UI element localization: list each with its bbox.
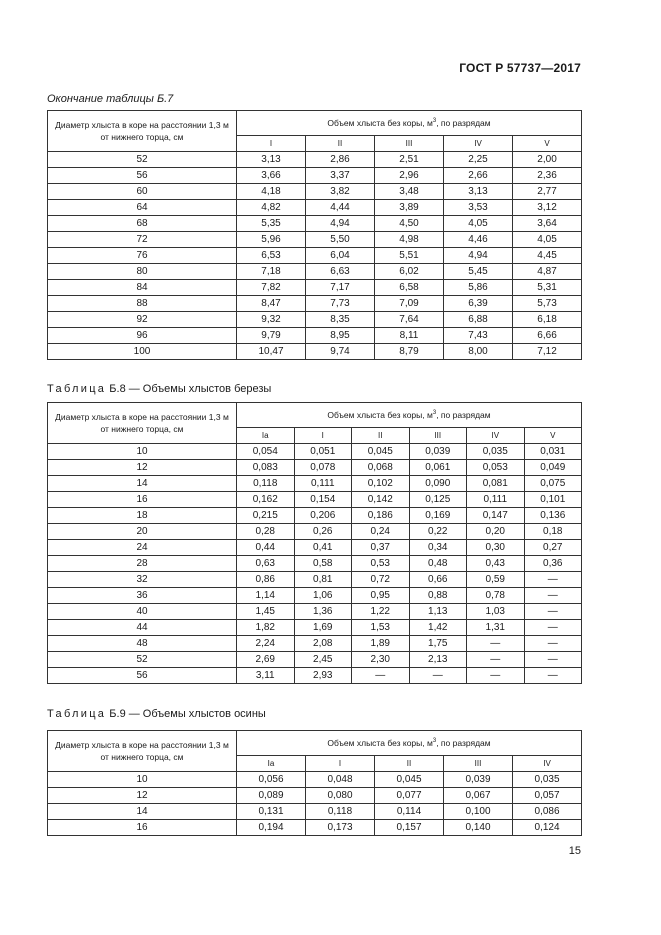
volume-cell: 4,45: [513, 248, 582, 264]
grade-header: IV: [444, 136, 513, 152]
volume-cell: 0,169: [409, 508, 467, 524]
volume-cell: 0,140: [444, 820, 513, 836]
volume-cell: 2,36: [513, 168, 582, 184]
volume-cell: 0,36: [524, 556, 582, 572]
table-b9-caption: [47, 708, 266, 720]
grade-header: IV: [467, 428, 525, 444]
grade-header: I: [237, 136, 306, 152]
volume-cell: 3,48: [375, 184, 444, 200]
volume-cell: 4,05: [513, 232, 582, 248]
volume-cell: 10,47: [237, 344, 306, 360]
volume-header-unit-exponent: 3: [432, 410, 437, 416]
volume-header-tail: , по разрядам: [436, 118, 491, 128]
diameter-cell: 14: [48, 476, 237, 492]
volume-cell: 0,083: [237, 460, 295, 476]
grade-header: III: [409, 428, 467, 444]
volume-cell: 0,27: [524, 540, 582, 556]
volume-cell: 8,11: [375, 328, 444, 344]
volume-header-tail: , по разрядам: [436, 410, 491, 420]
volume-header: [237, 403, 582, 428]
volume-cell: 0,039: [409, 444, 467, 460]
table-row: [48, 216, 582, 232]
volume-cell: 0,22: [409, 524, 467, 540]
table-row: [48, 492, 582, 508]
table-row: [48, 820, 582, 836]
diameter-cell: 64: [48, 200, 237, 216]
volume-cell: 6,63: [306, 264, 375, 280]
volume-cell: 4,46: [444, 232, 513, 248]
volume-cell: 0,88: [409, 588, 467, 604]
volume-cell: 2,77: [513, 184, 582, 200]
volume-cell: 6,02: [375, 264, 444, 280]
volume-cell: 0,142: [352, 492, 410, 508]
table-row: [48, 508, 582, 524]
table-b8-caption-prefix: Таблица: [47, 383, 107, 395]
volume-cell: 0,186: [352, 508, 410, 524]
volume-cell: —: [524, 620, 582, 636]
volume-cell: 7,12: [513, 344, 582, 360]
diameter-cell: 100: [48, 344, 237, 360]
diameter-cell: 24: [48, 540, 237, 556]
diameter-cell: 16: [48, 492, 237, 508]
volume-cell: 0,72: [352, 572, 410, 588]
volume-cell: 2,86: [306, 152, 375, 168]
volume-cell: 2,66: [444, 168, 513, 184]
volume-header-text: Объем хлыста без коры, м: [327, 738, 433, 748]
table-b8-caption: [47, 383, 271, 395]
table-row: [48, 168, 582, 184]
volume-cell: 3,11: [237, 668, 295, 684]
volume-header-text: Объем хлыста без коры, м: [327, 410, 433, 420]
grade-header: III: [375, 136, 444, 152]
table-row: [48, 668, 582, 684]
volume-cell: 7,09: [375, 296, 444, 312]
grade-header: I: [294, 428, 352, 444]
grade-header: II: [375, 756, 444, 772]
diameter-header: Диаметр хлыста в коре на расстоянии 1,3 м от нижнего торца, см: [48, 731, 237, 772]
diameter-cell: 52: [48, 152, 237, 168]
table-row: [48, 804, 582, 820]
volume-cell: 2,51: [375, 152, 444, 168]
diameter-cell: 88: [48, 296, 237, 312]
table-row: [48, 636, 582, 652]
table-row: [48, 200, 582, 216]
volume-cell: 5,96: [237, 232, 306, 248]
volume-cell: 0,20: [467, 524, 525, 540]
volume-cell: 0,061: [409, 460, 467, 476]
volume-cell: 6,66: [513, 328, 582, 344]
volume-cell: 8,95: [306, 328, 375, 344]
volume-cell: 1,03: [467, 604, 525, 620]
volume-cell: 7,43: [444, 328, 513, 344]
volume-cell: 1,14: [237, 588, 295, 604]
table-row: [48, 280, 582, 296]
volume-cell: 0,053: [467, 460, 525, 476]
table-row: [48, 248, 582, 264]
volume-cell: 2,24: [237, 636, 295, 652]
table-row: [48, 556, 582, 572]
volume-cell: 2,30: [352, 652, 410, 668]
volume-cell: 3,37: [306, 168, 375, 184]
diameter-cell: 92: [48, 312, 237, 328]
volume-cell: 0,59: [467, 572, 525, 588]
volume-cell: 4,82: [237, 200, 306, 216]
volume-cell: 0,067: [444, 788, 513, 804]
volume-cell: 5,73: [513, 296, 582, 312]
table-row: [48, 296, 582, 312]
volume-cell: 0,162: [237, 492, 295, 508]
volume-cell: 3,12: [513, 200, 582, 216]
volume-cell: 2,00: [513, 152, 582, 168]
volume-cell: 0,101: [524, 492, 582, 508]
volume-cell: 8,00: [444, 344, 513, 360]
table-row: [48, 620, 582, 636]
volume-cell: 0,48: [409, 556, 467, 572]
table-b9-caption-text: Б.9 — Объемы хлыстов осины: [109, 708, 266, 720]
volume-cell: 0,090: [409, 476, 467, 492]
table-row: [48, 652, 582, 668]
volume-cell: 4,05: [444, 216, 513, 232]
table-row: [48, 152, 582, 168]
volume-cell: 1,36: [294, 604, 352, 620]
volume-cell: 0,068: [352, 460, 410, 476]
volume-cell: 0,58: [294, 556, 352, 572]
volume-cell: 0,056: [237, 772, 306, 788]
volume-cell: 0,86: [237, 572, 295, 588]
grade-header: III: [444, 756, 513, 772]
volume-cell: —: [467, 652, 525, 668]
volume-cell: 0,089: [237, 788, 306, 804]
volume-cell: 5,45: [444, 264, 513, 280]
volume-cell: 0,086: [513, 804, 582, 820]
diameter-cell: 84: [48, 280, 237, 296]
diameter-cell: 60: [48, 184, 237, 200]
table-row: [48, 328, 582, 344]
table-b9-caption-prefix: Таблица: [47, 708, 107, 720]
diameter-cell: 14: [48, 804, 237, 820]
volume-cell: 0,075: [524, 476, 582, 492]
volume-cell: 4,44: [306, 200, 375, 216]
diameter-cell: 10: [48, 772, 237, 788]
table-row: [48, 460, 582, 476]
volume-cell: 0,031: [524, 444, 582, 460]
grade-header: IV: [513, 756, 582, 772]
volume-cell: 0,43: [467, 556, 525, 572]
diameter-cell: 12: [48, 788, 237, 804]
diameter-cell: 76: [48, 248, 237, 264]
volume-header: [237, 731, 582, 756]
volume-cell: 0,81: [294, 572, 352, 588]
table-row: [48, 772, 582, 788]
volume-cell: 5,50: [306, 232, 375, 248]
volume-cell: 0,057: [513, 788, 582, 804]
volume-cell: 0,118: [306, 804, 375, 820]
table-b9: [47, 730, 582, 836]
volume-cell: 0,125: [409, 492, 467, 508]
volume-cell: 1,45: [237, 604, 295, 620]
volume-cell: —: [524, 604, 582, 620]
grade-header: Ia: [237, 428, 295, 444]
volume-cell: —: [524, 588, 582, 604]
table-row: [48, 572, 582, 588]
volume-cell: 0,66: [409, 572, 467, 588]
diameter-cell: 32: [48, 572, 237, 588]
volume-cell: 3,89: [375, 200, 444, 216]
volume-cell: 0,206: [294, 508, 352, 524]
volume-cell: 1,89: [352, 636, 410, 652]
diameter-header: Диаметр хлыста в коре на расстоянии 1,3 м от нижнего торца, см: [48, 403, 237, 444]
volume-cell: 5,35: [237, 216, 306, 232]
volume-cell: 1,75: [409, 636, 467, 652]
volume-cell: 8,47: [237, 296, 306, 312]
volume-cell: 9,32: [237, 312, 306, 328]
table-row: [48, 344, 582, 360]
volume-cell: 2,45: [294, 652, 352, 668]
volume-cell: 1,13: [409, 604, 467, 620]
volume-cell: 1,31: [467, 620, 525, 636]
volume-cell: 3,13: [237, 152, 306, 168]
table-b8: [47, 402, 582, 684]
table-row: [48, 476, 582, 492]
volume-cell: 5,86: [444, 280, 513, 296]
volume-cell: 0,100: [444, 804, 513, 820]
volume-cell: 6,04: [306, 248, 375, 264]
volume-cell: 2,08: [294, 636, 352, 652]
volume-cell: 0,24: [352, 524, 410, 540]
page-number: 15: [568, 845, 581, 857]
volume-cell: 6,39: [444, 296, 513, 312]
diameter-cell: 56: [48, 168, 237, 184]
volume-cell: 3,13: [444, 184, 513, 200]
volume-cell: 2,69: [237, 652, 295, 668]
volume-cell: 0,173: [306, 820, 375, 836]
volume-cell: 0,131: [237, 804, 306, 820]
table-row: [48, 788, 582, 804]
volume-cell: 0,154: [294, 492, 352, 508]
volume-cell: 1,82: [237, 620, 295, 636]
table-b7: [47, 110, 582, 360]
volume-cell: 0,41: [294, 540, 352, 556]
diameter-cell: 20: [48, 524, 237, 540]
volume-cell: 0,035: [513, 772, 582, 788]
volume-cell: —: [467, 636, 525, 652]
grade-header: V: [524, 428, 582, 444]
grade-header: I: [306, 756, 375, 772]
volume-cell: 0,95: [352, 588, 410, 604]
diameter-cell: 80: [48, 264, 237, 280]
volume-cell: 1,06: [294, 588, 352, 604]
volume-cell: 0,157: [375, 820, 444, 836]
volume-cell: 0,045: [352, 444, 410, 460]
volume-cell: 6,58: [375, 280, 444, 296]
volume-cell: 1,53: [352, 620, 410, 636]
volume-cell: —: [524, 668, 582, 684]
volume-cell: 0,136: [524, 508, 582, 524]
diameter-cell: 52: [48, 652, 237, 668]
volume-cell: 7,17: [306, 280, 375, 296]
diameter-cell: 96: [48, 328, 237, 344]
table-row: [48, 184, 582, 200]
volume-cell: —: [524, 636, 582, 652]
diameter-cell: 48: [48, 636, 237, 652]
table-row: [48, 312, 582, 328]
diameter-cell: 18: [48, 508, 237, 524]
volume-cell: 8,35: [306, 312, 375, 328]
volume-cell: 0,035: [467, 444, 525, 460]
volume-cell: 6,88: [444, 312, 513, 328]
volume-cell: 0,118: [237, 476, 295, 492]
volume-cell: 0,102: [352, 476, 410, 492]
table-row: [48, 524, 582, 540]
volume-cell: 2,96: [375, 168, 444, 184]
volume-header: [237, 111, 582, 136]
volume-header-unit-exponent: 3: [432, 118, 437, 124]
volume-cell: 0,34: [409, 540, 467, 556]
volume-cell: 0,28: [237, 524, 295, 540]
volume-cell: 4,94: [306, 216, 375, 232]
volume-cell: 7,73: [306, 296, 375, 312]
table-row: [48, 588, 582, 604]
volume-cell: 4,94: [444, 248, 513, 264]
volume-cell: 4,87: [513, 264, 582, 280]
volume-cell: 0,045: [375, 772, 444, 788]
volume-cell: 0,077: [375, 788, 444, 804]
volume-cell: 7,82: [237, 280, 306, 296]
volume-cell: 0,147: [467, 508, 525, 524]
volume-cell: 0,080: [306, 788, 375, 804]
volume-cell: 0,44: [237, 540, 295, 556]
volume-cell: 6,53: [237, 248, 306, 264]
volume-cell: 6,18: [513, 312, 582, 328]
volume-cell: 5,31: [513, 280, 582, 296]
volume-cell: —: [467, 668, 525, 684]
table-row: [48, 604, 582, 620]
table-row: [48, 540, 582, 556]
diameter-cell: 68: [48, 216, 237, 232]
diameter-cell: 12: [48, 460, 237, 476]
diameter-cell: 40: [48, 604, 237, 620]
volume-cell: —: [524, 572, 582, 588]
volume-cell: 2,13: [409, 652, 467, 668]
volume-cell: 9,74: [306, 344, 375, 360]
table-row: [48, 264, 582, 280]
volume-cell: 3,64: [513, 216, 582, 232]
grade-header: II: [352, 428, 410, 444]
diameter-cell: 44: [48, 620, 237, 636]
volume-cell: —: [409, 668, 467, 684]
diameter-cell: 10: [48, 444, 237, 460]
grade-header: Ia: [237, 756, 306, 772]
diameter-cell: 28: [48, 556, 237, 572]
table-b8-caption-text: Б.8 — Объемы хлыстов березы: [109, 383, 272, 395]
table-row: [48, 232, 582, 248]
volume-cell: 1,69: [294, 620, 352, 636]
volume-cell: 0,194: [237, 820, 306, 836]
diameter-cell: 72: [48, 232, 237, 248]
volume-cell: 0,78: [467, 588, 525, 604]
volume-cell: 0,111: [467, 492, 525, 508]
table-row: [48, 444, 582, 460]
volume-header-tail: , по разрядам: [436, 738, 491, 748]
volume-cell: 3,66: [237, 168, 306, 184]
volume-cell: 0,53: [352, 556, 410, 572]
volume-cell: 8,79: [375, 344, 444, 360]
volume-cell: 0,081: [467, 476, 525, 492]
volume-cell: —: [524, 652, 582, 668]
volume-cell: 4,18: [237, 184, 306, 200]
volume-cell: 0,18: [524, 524, 582, 540]
volume-cell: 3,82: [306, 184, 375, 200]
volume-header-text: Объем хлыста без коры, м: [327, 118, 433, 128]
volume-cell: 9,79: [237, 328, 306, 344]
volume-cell: 4,98: [375, 232, 444, 248]
volume-cell: 2,93: [294, 668, 352, 684]
diameter-header: Диаметр хлыста в коре на расстоянии 1,3 м от нижнего торца, см: [48, 111, 237, 152]
diameter-cell: 36: [48, 588, 237, 604]
volume-cell: 0,114: [375, 804, 444, 820]
diameter-cell: 56: [48, 668, 237, 684]
diameter-cell: 16: [48, 820, 237, 836]
grade-header: V: [513, 136, 582, 152]
volume-cell: 0,215: [237, 508, 295, 524]
volume-cell: 0,049: [524, 460, 582, 476]
volume-cell: 7,18: [237, 264, 306, 280]
volume-cell: 0,30: [467, 540, 525, 556]
volume-cell: 4,50: [375, 216, 444, 232]
volume-cell: 3,53: [444, 200, 513, 216]
grade-header: II: [306, 136, 375, 152]
volume-cell: 0,124: [513, 820, 582, 836]
volume-cell: 0,26: [294, 524, 352, 540]
volume-cell: 1,42: [409, 620, 467, 636]
volume-cell: 0,111: [294, 476, 352, 492]
table-b7-caption: Окончание таблицы Б.7: [47, 93, 174, 105]
volume-cell: 0,078: [294, 460, 352, 476]
volume-cell: 0,048: [306, 772, 375, 788]
document-code: ГОСТ Р 57737—2017: [459, 61, 581, 75]
volume-cell: 5,51: [375, 248, 444, 264]
volume-cell: 0,051: [294, 444, 352, 460]
volume-cell: 0,63: [237, 556, 295, 572]
volume-header-unit-exponent: 3: [432, 738, 437, 744]
volume-cell: 2,25: [444, 152, 513, 168]
volume-cell: 0,039: [444, 772, 513, 788]
volume-cell: 7,64: [375, 312, 444, 328]
volume-cell: 0,054: [237, 444, 295, 460]
volume-cell: —: [352, 668, 410, 684]
volume-cell: 0,37: [352, 540, 410, 556]
volume-cell: 1,22: [352, 604, 410, 620]
